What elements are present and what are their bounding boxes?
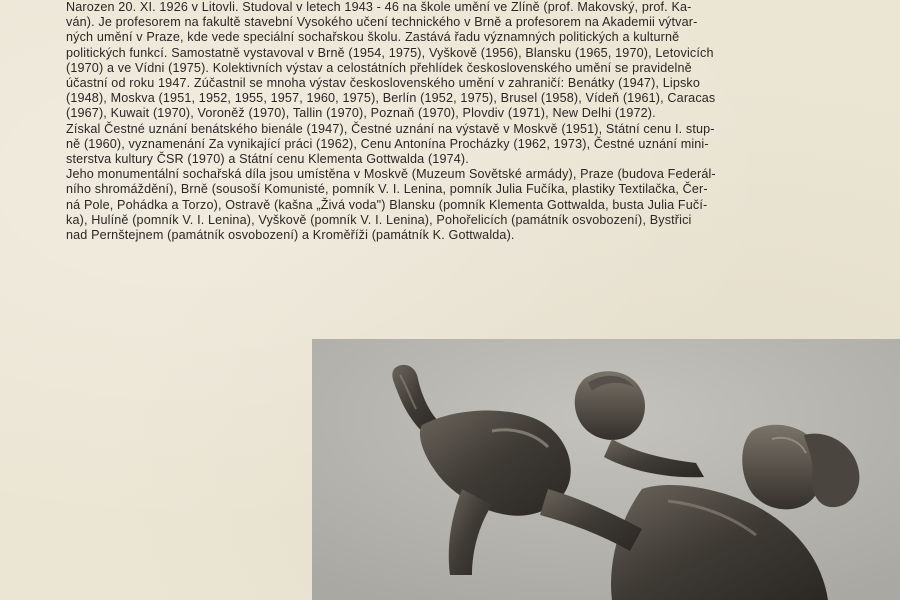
text-line: Získal Čestné uznání benátského bienále (1947), Čestné uznání na výstavě v Moskvě (1951), Státní cenu I. stup-: [66, 121, 715, 136]
text-line: (1970) a ve Vídni (1975). Kolektivních výstav a celostátních přehlídek československého umění se pravidelně: [66, 60, 692, 75]
text-line: ně (1960), vyznamenání Za vynikající práci (1962), Cenu Antonína Procházky (1962, 1973), Čestné uznání mini-: [66, 136, 709, 151]
text-line: ných umění v Praze, kde vede speciální sochařskou školu. Zastává řadu významných politických a kulturně: [66, 30, 680, 45]
text-line: (1948), Moskva (1951, 1952, 1955, 1957, 1960, 1975), Berlín (1952, 1975), Brusel (1958), Vídeň (1961), Caracas: [66, 91, 716, 106]
text-line: ního shromáždění), Brně (sousoší Komunisté, pomník V. I. Lenina, pomník Julia Fučíka, plastiky Textilačka, Čer-: [66, 182, 708, 197]
text-line: Narozen 20. XI. 1926 v Litovli. Studoval v letech 1943 - 46 na škole umění ve Zlíně (prof. Makovský, prof. Ka-: [66, 0, 692, 14]
biography-paragraph-career: [66, 0, 866, 122]
sculpture-photo: [312, 339, 900, 600]
biography-text: [66, 0, 866, 243]
text-line: ván). Je profesorem na fakultě stavební Vysokého učení technického v Brně a profesorem na Akademii výtvar-: [66, 15, 698, 30]
text-line: účastní od roku 1947. Zúčastnil se mnoha výstav československého umění v zahraničí: Benátky (1947), Lipsko: [66, 76, 701, 91]
biography-paragraph-awards: [66, 122, 866, 168]
biography-paragraph-works: [66, 167, 866, 243]
sculpture-photo-icon: [312, 339, 900, 600]
text-line: ka), Hulíně (pomník V. I. Lenina), Vyškově (pomník V. I. Lenina), Pohořelicích (památník osvobození), Bystřici: [66, 212, 692, 227]
text-line: politických funkcí. Samostatně vystavoval v Brně (1954, 1975), Vyškově (1956), Blansku (1965, 1970), Letovicích: [66, 45, 714, 60]
text-line: (1967), Kuwait (1970), Voroněž (1970), Tallin (1970), Poznaň (1970), Plovdiv (1971), New Delhi (1972).: [66, 106, 656, 121]
text-line: Jeho monumentální sochařská díla jsou umístěna v Moskvě (Muzeum Sovětské armády), Praze (budova Federál-: [66, 167, 716, 182]
text-line: nad Pernštejnem (památník osvobození) a Kroměříži (památník K. Gottwalda).: [66, 228, 515, 243]
text-line: sterstva kultury ČSR (1970) a Státní cenu Klementa Gottwalda (1974).: [66, 152, 469, 167]
text-line: ná Pole, Pohádka a Torzo), Ostravě (kašna „Živá voda") Blansku (pomník Klementa Gottwalda, busta Julia Fučí-: [66, 197, 708, 212]
